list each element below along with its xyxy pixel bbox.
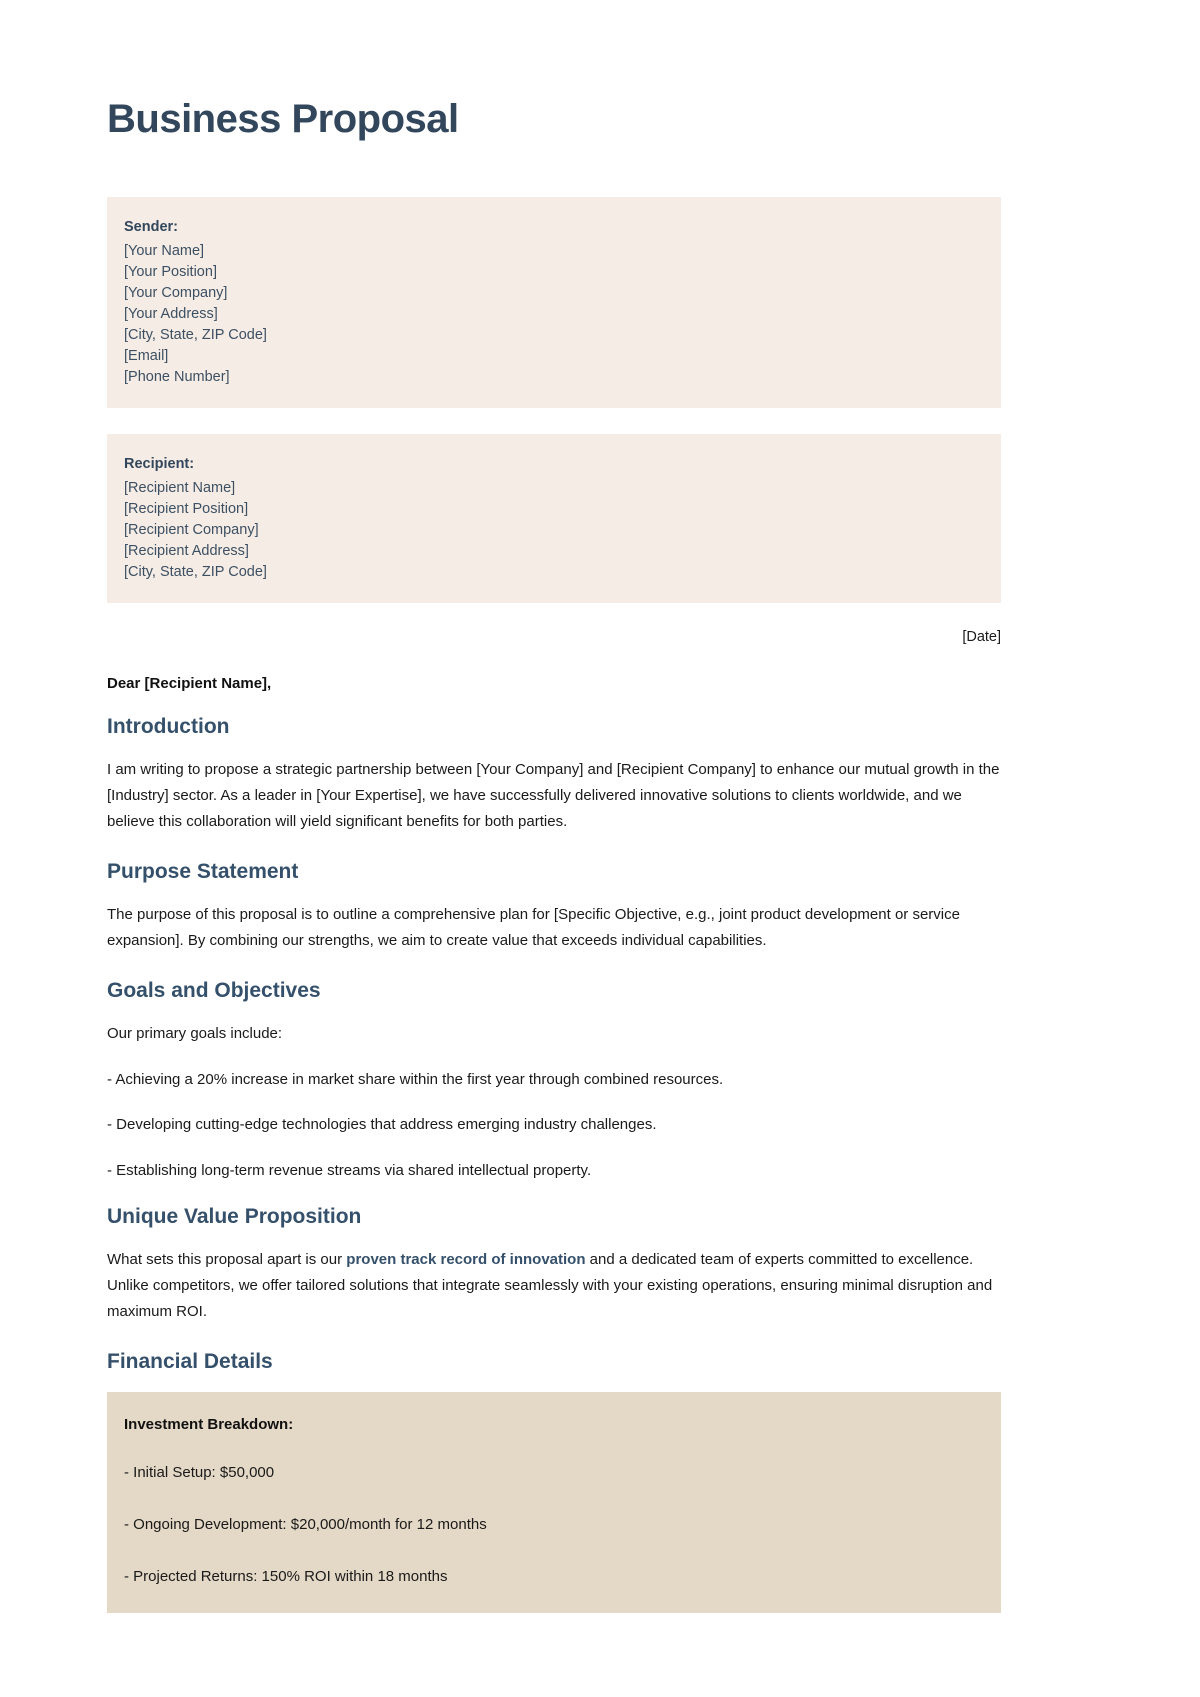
section-heading-uvp: Unique Value Proposition <box>107 1204 362 1228</box>
section-heading-financial: Financial Details <box>107 1349 273 1373</box>
sender-line: [Your Company] <box>124 285 228 302</box>
investment-item: - Ongoing Development: $20,000/month for 12 months <box>124 1515 487 1533</box>
uvp-text-after: and a dedicated team of experts committed to excellence. Unlike competitors, we offer tailored solutions that integrate seamlessly with your existing operations, ensuring minimal disruption and maximum ROI. <box>107 1251 993 1320</box>
section-heading-purpose: Purpose Statement <box>107 859 299 883</box>
purpose-paragraph: The purpose of this proposal is to outline a comprehensive plan for [Specific Objective, e.g., joint product development or service expansion]. By combining our strengths, we aim to create value that exceeds individual capabilities. <box>107 905 960 949</box>
sender-label: Sender: <box>124 219 178 235</box>
uvp-paragraph <box>107 1247 1000 1324</box>
date-line: [Date] <box>962 629 1001 646</box>
sender-line: [Your Address] <box>124 306 218 323</box>
section-goals-objectives <box>107 978 1000 1184</box>
salutation: Dear [Recipient Name], <box>107 675 272 693</box>
recipient-line: [Recipient Company] <box>124 522 259 539</box>
introduction-paragraph: I am writing to propose a strategic partnership between [Your Company] and [Recipient Company] to enhance our mutual growth in the [Industry] sector. As a leader in [Your Expertise], we have successfully delivered innovative solutions to clients worldwide, and we believe this collaboration will yield significant benefits for both parties. <box>107 761 1000 830</box>
uvp-highlight: proven track record of innovation <box>346 1251 586 1269</box>
investment-breakdown-box <box>107 1392 1001 1613</box>
uvp-text-before: What sets this proposal apart is our <box>107 1251 347 1269</box>
recipient-block <box>107 434 1001 603</box>
recipient-line: [Recipient Position] <box>124 501 249 518</box>
investment-item: - Projected Returns: 150% ROI within 18 months <box>124 1567 448 1585</box>
recipient-label: Recipient: <box>124 456 195 473</box>
goals-intro: Our primary goals include: <box>107 1024 283 1042</box>
page-title: Business Proposal <box>107 97 459 141</box>
sender-line: [Your Position] <box>124 264 217 281</box>
goal-bullet: - Achieving a 20% increase in market share within the first year through combined resources. <box>107 1070 724 1088</box>
section-heading-introduction: Introduction <box>107 715 230 739</box>
section-introduction <box>107 714 1000 835</box>
sender-line: [Phone Number] <box>124 369 230 386</box>
goal-bullet: - Developing cutting-edge technologies that address emerging industry challenges. <box>107 1116 657 1134</box>
investment-breakdown-title: Investment Breakdown: <box>124 1415 294 1433</box>
recipient-line: [City, State, ZIP Code] <box>124 564 267 581</box>
sender-line: [Your Name] <box>124 243 205 260</box>
section-financial-details <box>107 1349 1000 1613</box>
section-unique-value-proposition <box>107 1204 1000 1325</box>
sender-line: [City, State, ZIP Code] <box>124 327 267 344</box>
recipient-line: [Recipient Address] <box>124 543 249 560</box>
recipient-line: [Recipient Name] <box>124 480 236 497</box>
sender-line: [Email] <box>124 348 169 365</box>
section-heading-goals: Goals and Objectives <box>107 978 321 1002</box>
section-purpose-statement <box>107 859 1000 954</box>
sender-block <box>107 197 1001 408</box>
investment-item: - Initial Setup: $50,000 <box>124 1463 275 1481</box>
goal-bullet: - Establishing long-term revenue streams via shared intellectual property. <box>107 1162 592 1180</box>
